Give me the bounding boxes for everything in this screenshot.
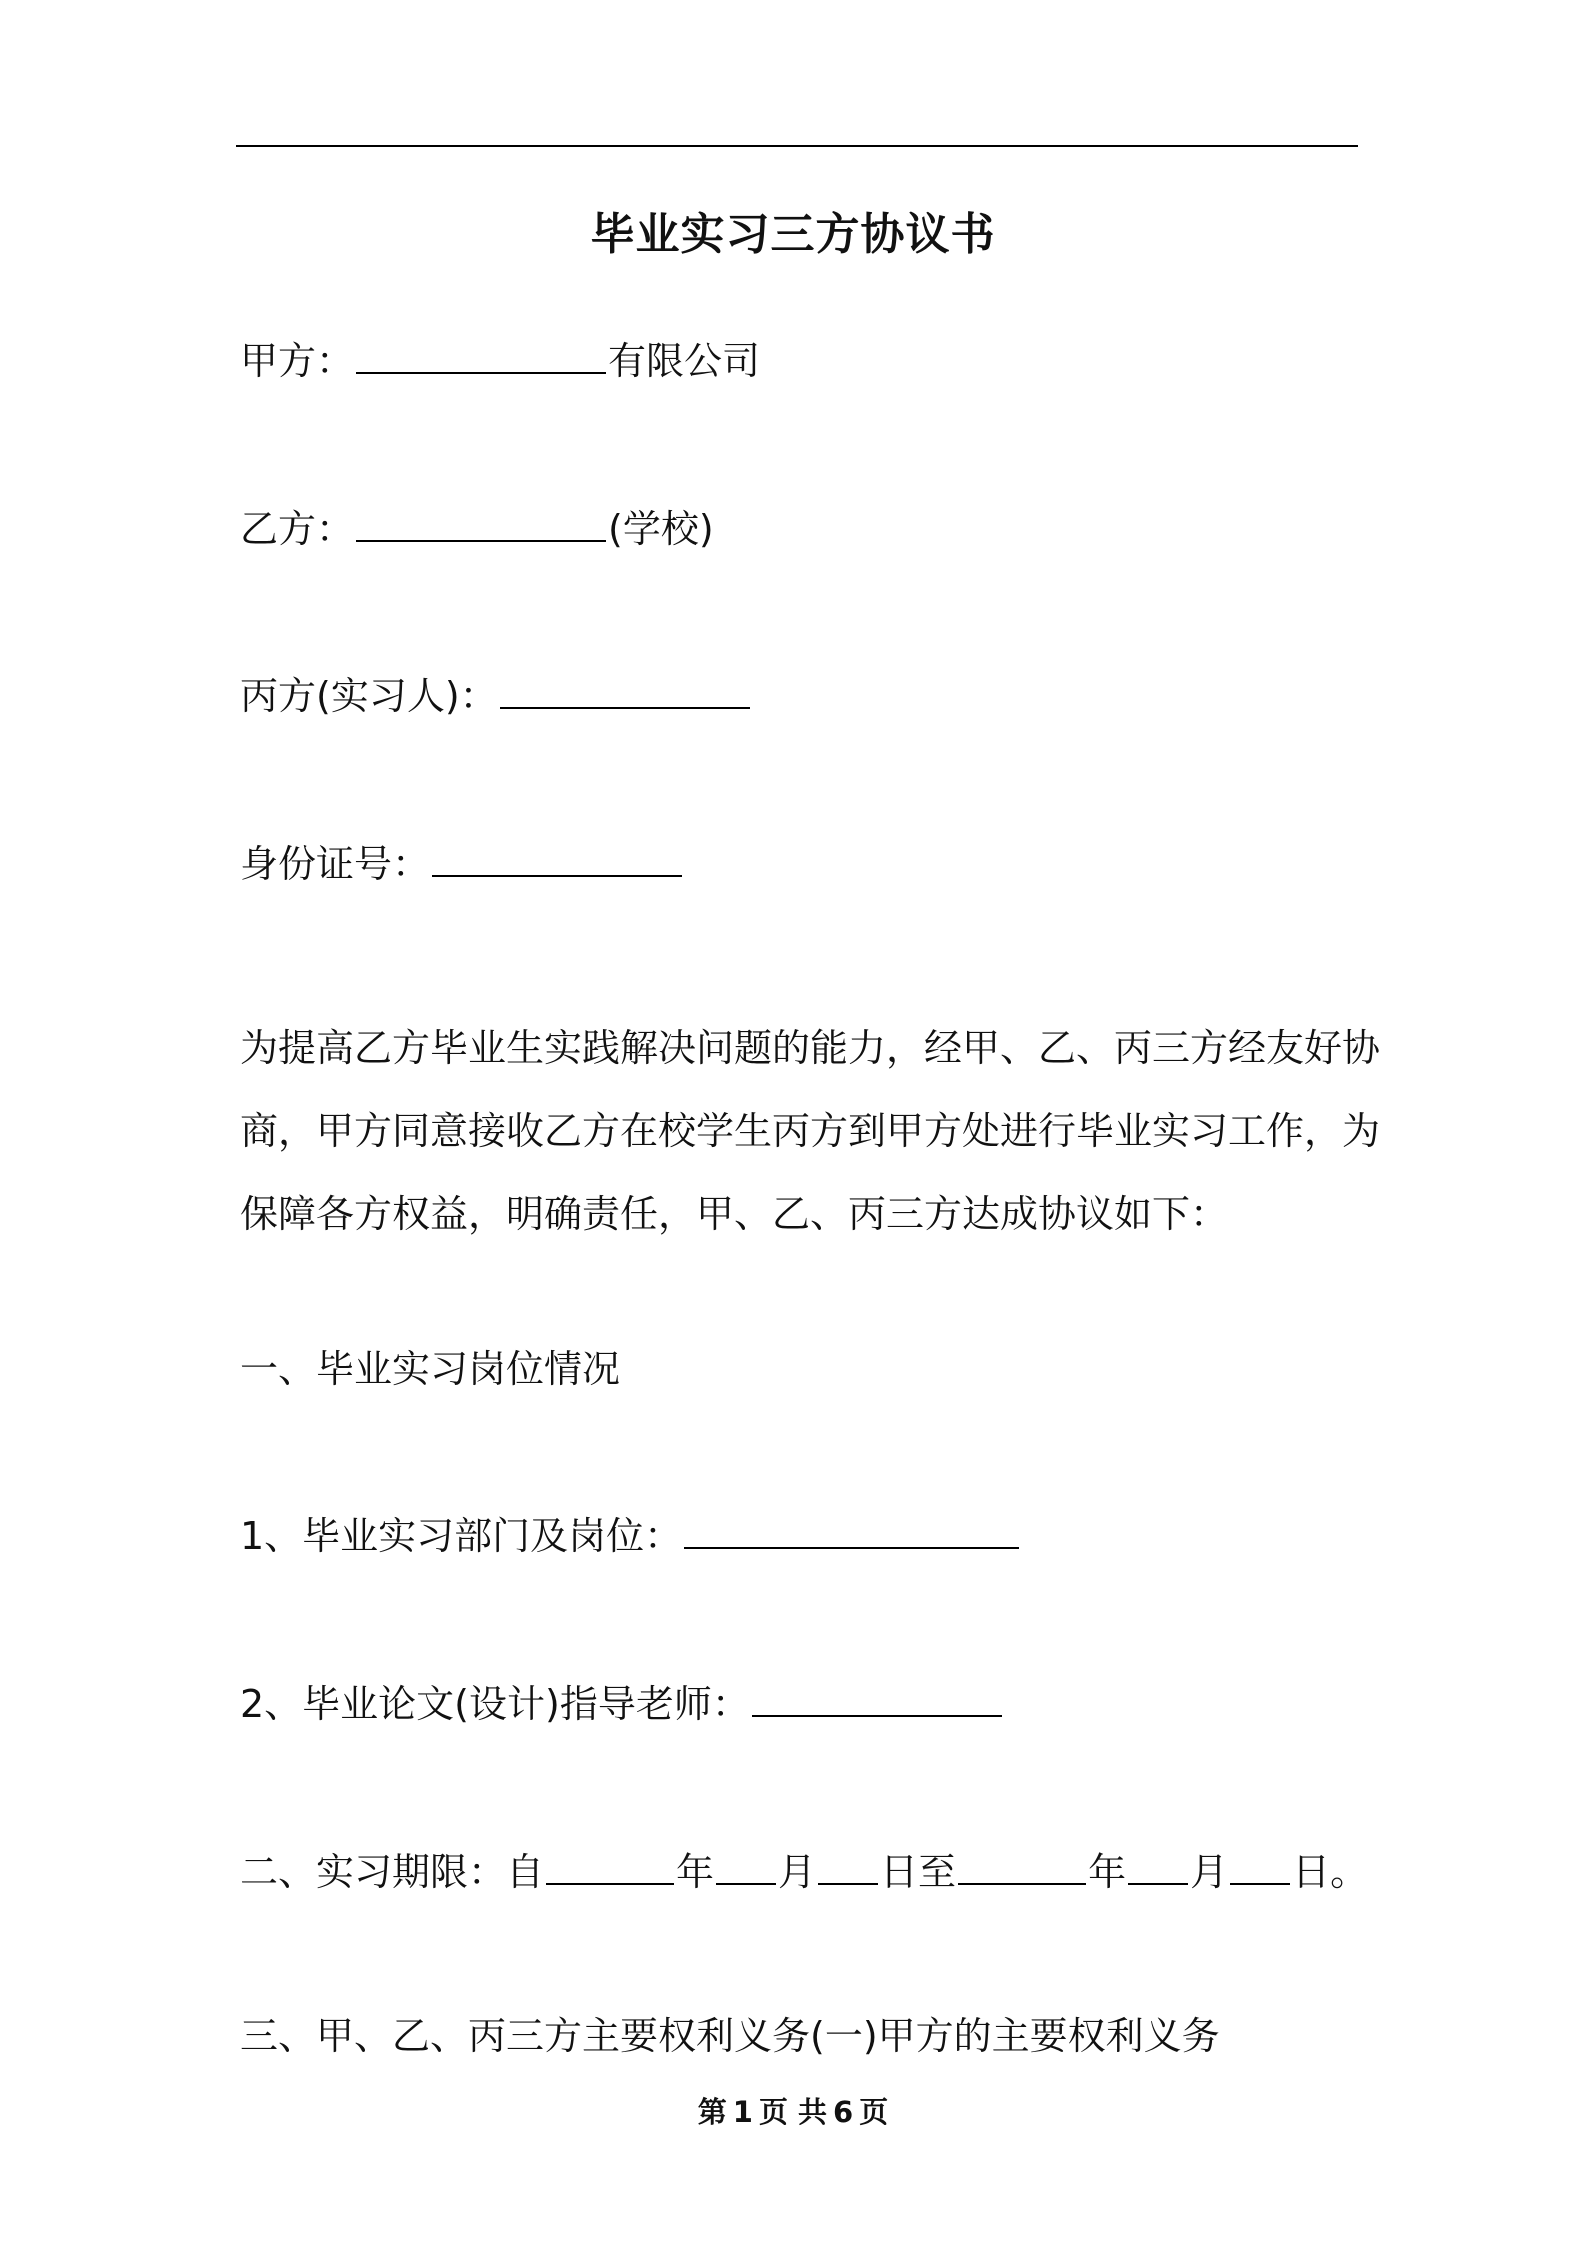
party-b-label: 乙方： (240, 507, 355, 551)
id-number-line (240, 838, 684, 890)
start-year-blank (546, 1847, 674, 1885)
party-b-blank (356, 504, 606, 542)
end-day-unit: 日。 (1292, 1850, 1369, 1894)
end-year-unit: 年 (1088, 1850, 1127, 1894)
document-title: 毕业实习三方协议书 (590, 209, 996, 260)
party-a-blank (356, 336, 606, 374)
end-month-unit: 月 (1190, 1850, 1229, 1894)
section-1-item-2 (240, 1678, 1004, 1730)
start-month-unit: 月 (778, 1850, 817, 1894)
start-day-blank (818, 1847, 878, 1885)
thesis-advisor-blank (752, 1679, 1002, 1717)
section-2-period (240, 1846, 1368, 1898)
section-1-heading: 一、毕业实习岗位情况 (240, 1347, 621, 1391)
intro-line-1: 为提高乙方毕业生实践解决问题的能力，经甲、乙、丙三方经友好协 (240, 1026, 1381, 1070)
thesis-advisor-label: 2、毕业论文(设计)指导老师： (240, 1682, 750, 1726)
intro-line-3: 保障各方权益，明确责任，甲、乙、丙三方达成协议如下： (240, 1192, 1229, 1236)
page-prefix: 第 (697, 2095, 727, 2129)
party-c-label: 丙方(实习人)： (240, 674, 498, 718)
period-label: 二、实习期限：自 (240, 1850, 545, 1894)
page-suffix: 页 (859, 2095, 889, 2129)
start-year-unit: 年 (676, 1850, 715, 1894)
page-mid: 页 共 (758, 2095, 828, 2129)
intro-paragraph (240, 1007, 1381, 1256)
section-1-item-1 (240, 1510, 1021, 1562)
section-3-heading: 三、甲、乙、丙三方主要权利义务(一)甲方的主要权利义务 (240, 2014, 1220, 2058)
header-rule (236, 145, 1358, 147)
end-day-blank (1230, 1847, 1290, 1885)
party-c-line (240, 670, 752, 722)
page-number: 1 (732, 2095, 753, 2129)
start-day-unit: 日至 (880, 1850, 957, 1894)
page-footer (0, 2092, 1586, 2132)
party-b-line (240, 503, 714, 555)
end-year-blank (958, 1847, 1086, 1885)
party-a-line (240, 335, 760, 387)
party-a-suffix: 有限公司 (608, 339, 761, 383)
end-month-blank (1128, 1847, 1188, 1885)
party-c-blank (500, 671, 750, 709)
intro-line-2: 商，甲方同意接收乙方在校学生丙方到甲方处进行毕业实习工作，为 (240, 1109, 1381, 1153)
party-a-label: 甲方： (240, 339, 355, 383)
page-total: 6 (833, 2095, 854, 2129)
internship-dept-label: 1、毕业实习部门及岗位： (240, 1514, 683, 1558)
start-month-blank (716, 1847, 776, 1885)
party-b-suffix: (学校) (608, 507, 714, 551)
id-number-blank (432, 839, 682, 877)
id-number-label: 身份证号： (240, 842, 431, 886)
internship-dept-blank (684, 1511, 1019, 1549)
